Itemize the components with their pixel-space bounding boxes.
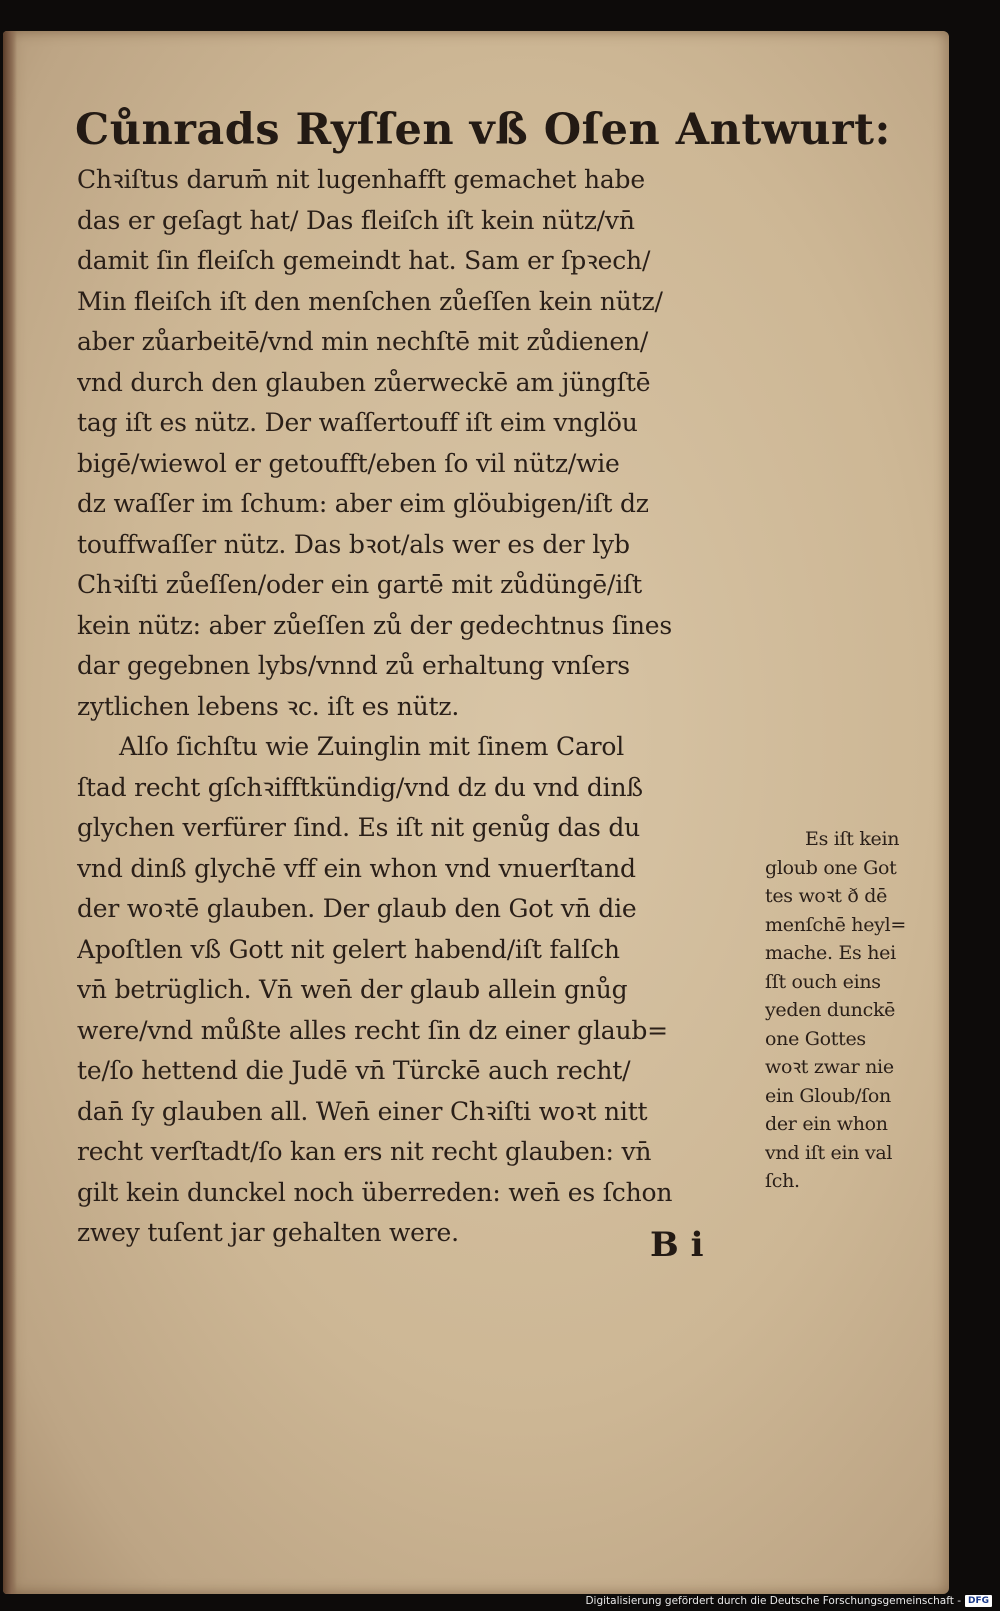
marginal-note-line: tes woꝛt ð dē <box>765 885 888 907</box>
signature-mark: B i <box>650 1225 704 1265</box>
text-line: gilt kein dunckel noch überreden: wen̄ es ſchon <box>77 1177 673 1207</box>
marginal-note-line: Es iſt kein <box>805 828 900 850</box>
text-line: bigē/wiewol er getoufft/eben ſo vil nütz/wie <box>77 448 620 478</box>
text-line: der woꝛtē glauben. Der glaub den Got vn̄ die <box>77 894 637 923</box>
marginal-note-line: vnd iſt ein val <box>765 1141 893 1164</box>
text-line: te/ſo hettend die Judē vn̄ Türckē auch recht/ <box>77 1056 631 1085</box>
text-line: ſtad recht gſchꝛifftkündig/vnd dz du vnd dinß <box>77 772 643 802</box>
text-line: vnd dinß glychē vff ein whon vnd vnuerſtand <box>77 853 636 883</box>
text-line: kein nütz: aber zůeſſen zů der gedechtnus ſines <box>77 610 673 640</box>
page-binding-edge <box>3 31 17 1594</box>
text-line: dz waſſer im ſchum: aber eim glöubigen/iſt dz <box>77 489 649 518</box>
text-line: das er geſagt hat/ Das fleiſch iſt kein nütz/vn̄ <box>77 205 635 235</box>
marginal-note-line: ſch. <box>765 1170 800 1192</box>
marginal-note-line: ſſt ouch eins <box>765 970 881 993</box>
text-line: Apoſtlen vß Gott nit gelert habend/iſt falſch <box>77 934 620 964</box>
text-line: Alſo ſichſtu wie Zuinglin mit ſinem Carol <box>119 732 625 761</box>
text-line: Chꝛiſtus darum̄ nit lugenhafft gemachet habe <box>77 165 645 194</box>
text-line: dan̄ ſy glauben all. Wen̄ einer Chꝛiſti woꝛt nitt <box>77 1096 648 1126</box>
dfg-logo: DFG <box>965 1595 992 1607</box>
marginal-note-line: ein Gloub/ſon <box>765 1084 891 1107</box>
marginal-note-line: woꝛt zwar nie <box>765 1056 894 1078</box>
text-line: tag iſt es nütz. Der waſſertouff iſt eim vnglöu <box>77 408 638 437</box>
marginal-note-line: der ein whon <box>765 1113 888 1135</box>
marginal-note-line: mache. Es hei <box>765 942 896 964</box>
text-line: zwey tuſent jar gehalten were. <box>77 1218 459 1247</box>
text-line: zytlichen lebens ꝛc. iſt es nütz. <box>77 691 460 721</box>
text-line: vn̄ betrüglich. Vn̄ wen̄ der glaub allein gnůg <box>77 975 628 1004</box>
digitization-footer <box>585 1594 992 1608</box>
text-line: vnd durch den glauben zůerweckē am jüngſtē <box>77 367 651 397</box>
text-line: dar gegebnen lybs/vnnd zů erhaltung vnſers <box>77 651 630 680</box>
text-line: damit ſin fleiſch gemeindt hat. Sam er ſpꝛech/ <box>77 246 651 275</box>
text-line: Min fleiſch iſt den menſchen zůeſſen kein nütz/ <box>77 286 663 316</box>
footer-credit: Digitalisierung gefördert durch die Deutsche Forschungsgemeinschaft - <box>585 1595 961 1607</box>
marginal-note-line: one Gottes <box>765 1027 866 1050</box>
main-text-block <box>77 160 757 1254</box>
marginal-note-line: menſchē heyl= <box>765 913 907 936</box>
text-line: Chꝛiſti zůeſſen/oder ein gartē mit zůdüngē/iſt <box>77 570 642 599</box>
text-line: aber zůarbeitē/vnd min nechſtē mit zůdienen/ <box>77 327 649 356</box>
text-line: touffwaſſer nütz. Das bꝛot/als wer es der lyb <box>77 529 630 559</box>
marginal-note <box>765 825 955 1196</box>
running-header: Cůnrads Ryſſen vß Oſen Antwurt: <box>75 105 891 155</box>
marginal-note-line: gloub one Got <box>765 856 897 879</box>
marginal-note-line: yeden dunckē <box>765 999 896 1021</box>
text-line: glychen verfürer ſind. Es iſt nit genůg das du <box>77 813 641 842</box>
text-line: recht verſtadt/ſo kan ers nit recht glauben: vn̄ <box>77 1137 652 1166</box>
text-line: were/vnd můßte alles recht ſin dz einer glaub= <box>77 1015 668 1045</box>
